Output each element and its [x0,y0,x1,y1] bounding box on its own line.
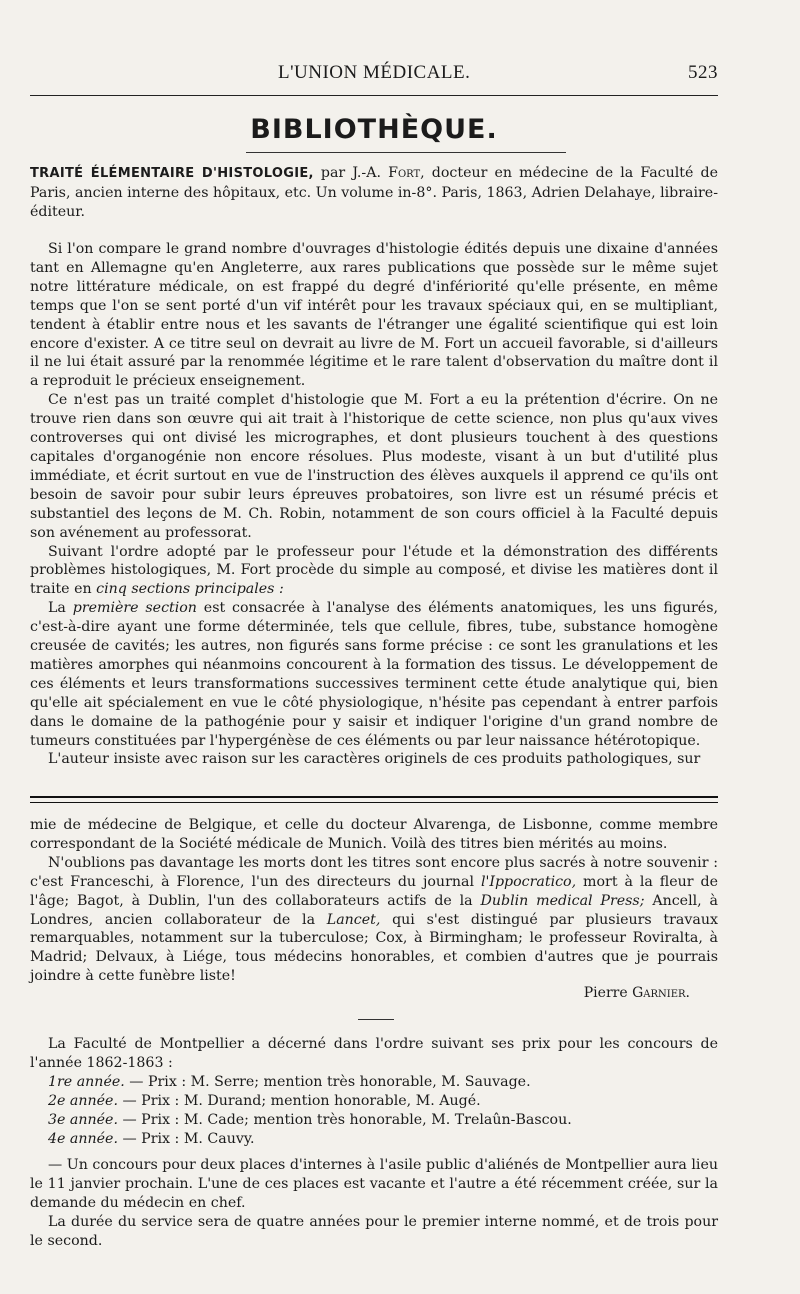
journal-title: L'UNION MÉDICALE. [278,62,471,83]
review-p4-start: La [48,600,73,617]
prize-text: — Prix : M. Durand; mention honorable, M. Augé. [117,1092,481,1109]
prize-year: 2e année. [48,1092,118,1109]
prize-text: — Prix : M. Cade; mention très honorable, M. Trelaûn-Bascou. [117,1111,572,1128]
prize-item [30,1092,718,1111]
review-paragraph-1: Si l'on compare le grand nombre d'ouvrages d'histologie édités depuis une dixaine d'années tant en Allemagne qu'en Angleterre, aux rares publications que possède sur le même sujet notre littérature médicale, on est frappé du degré d'infériorité qu'elle présente, en même temps que l'on se sent porté d'un vif intérêt pour les travaux spéciaux qui, en se multipliant, tendent à établir entre nous et les savants de l'étranger une égalité scientifique qui est loin encore d'exister. A ce titre seul on devrait au livre de M. Fort un accueil favorable, si d'ailleurs il ne lui était assuré par la renommée légitime et le rare talent d'observation du maître dont il a reproduit le précieux enseignement. [30,241,718,390]
lower-p2-i2: Dublin medical Press; [480,892,645,909]
concours-paragraph-1: — Un concours pour deux places d'internes à l'asile public d'aliénés de Montpellier aura lieu le 11 janvier prochain. L'une de ces places est vacante et l'autre a été récemment créée, sur la demande du médecin en chef. [30,1157,718,1211]
prize-year: 4e année. [48,1130,118,1147]
review-paragraph-3 [30,543,718,600]
header-rule [30,95,718,96]
book-details: , docteur en médecine de la Faculté de Paris, ancien interne des hôpitaux, etc. Un volume in-8°. Paris, 1863, Adrien Delahaye, libraire-éditeur. [30,165,718,220]
prizes-intro: La Faculté de Montpellier a décerné dans l'ordre suivant ses prix pour les concours de l'année 1862-1863 : [30,1036,718,1071]
prize-year: 3e année. [48,1111,118,1128]
signature [584,985,690,1001]
section-divider [358,1019,394,1020]
signature-last: Garnier. [632,985,690,1001]
review-p4-italic: première section [72,600,197,617]
review-paragraph-5: L'auteur insiste avec raison sur les caractères originels de ces produits pathologiques, sur [48,751,701,768]
lower-paragraph-2 [30,854,718,986]
review-paragraph-4 [30,599,718,750]
signature-first: Pierre [583,985,628,1001]
review-p3-italic: cinq sections principales : [96,581,284,598]
book-review [30,240,718,769]
review-paragraph-2: Ce n'est pas un traité complet d'histologie que M. Fort a eu la prétention d'écrire. On ne trouve rien dans son œuvre qui ait trait à l'historique de cette science, non plus qu'aux vives controverses qui ont divisé les micrographes, et dont plusieurs touchent à des questions capitales d'organogénie non encore résolues. Plus modeste, visant à un but d'utilité plus immédiate, et écrit surtout en vue de l'instruction des élèves auxquels il apprend ce qu'ils ont besoin de savoir pour subir leurs épreuves probatoires, son livre est un résumé précis et substantiel des leçons de M. Ch. Robin, notamment de son cours officiel à la Faculté depuis son avénement au professorat. [30,392,718,541]
lower-paragraph-1: mie de médecine de Belgique, et celle du docteur Alvarenga, de Lisbonne, comme membre correspondant de la Société médicale de Munich. Voilà des titres bien mérités au moins. [30,817,718,852]
review-p4-rest: est consacrée à l'analyse des éléments anatomiques, les uns figurés, c'est-à-dire ayant une forme déterminée, tels que cellule, fibres, tube, substance homogène creusée de cavités; les autres, non figurés sans forme précise : ce sont les granulations et les matières amorphes qui néanmoins concourent à la formation des tissus. Le développement de ces éléments et leurs transformations successives terminent cette étude analytique qui, bien qu'elle ait spécialement en vue le côté physiologique, n'hésite pas cependant à entrer parfois dans le domaine de la pathogénie pour y saisir et indiquer l'origine d'un grand nombre de tumeurs constituées par l'hypergénèse de ces éléments ou par leur naissance hétérotopique. [30,600,718,749]
lower-p2-b: mort à la fleur de l'âge; Bagot, à Dublin, l'un des collaborateurs actifs de la [30,873,718,909]
prizes-section [30,1035,718,1148]
prize-text: — Prix : M. Cauvy. [117,1130,255,1147]
book-author: Fort [388,165,421,181]
lower-p2-a: N'oublions pas davantage les morts dont les titres sont encore plus sacrés à notre souvenir : c'est Franceschi, à Florence, l'un des directeurs du journal [30,854,718,890]
concours-section [30,1156,718,1251]
prize-year: 1re année. [48,1073,125,1090]
necrology-section [30,816,718,986]
prize-item [30,1073,718,1092]
lower-p2-d: qui s'est distingué par plusieurs travaux remarquables, notamment sur la tuberculose; Cox, à Birmingham; le professeur Roviralta, à Madrid; Delvaux, à Liége, tous médecins honorables, et combien d'autres que je pourrais joindre à cette funèbre liste! [30,911,718,985]
prize-text: — Prix : M. Serre; mention très honorable, M. Sauvage. [124,1073,531,1090]
running-head [30,62,718,86]
concours-paragraph-2: La durée du service sera de quatre années pour le premier interne nommé, et de trois pour le second. [30,1213,718,1249]
book-citation [30,164,718,222]
page-number: 523 [688,62,718,83]
lower-p2-c: Ancell, à Londres, ancien collaborateur de la [30,892,718,928]
lower-p2-i3: Lancet, [326,911,381,928]
review-p3-text: Suivant l'ordre adopté par le professeur pour l'étude et la démonstration des différents problèmes histologiques, M. Fort procède du simple au composé, et divise les matières dont il traite en [30,543,718,598]
title-rule [246,152,566,153]
column-separator [30,796,718,803]
prize-item [30,1130,718,1149]
lower-p2-i1: l'Ippocratico, [480,873,577,890]
book-title: TRAITÉ ÉLÉMENTAIRE D'HISTOLOGIE, [30,166,314,181]
book-by: par J.-A. [320,165,381,181]
section-title: BIBLIOTHÈQUE. [250,114,498,145]
prize-item [30,1111,718,1130]
book-entry [30,164,718,222]
